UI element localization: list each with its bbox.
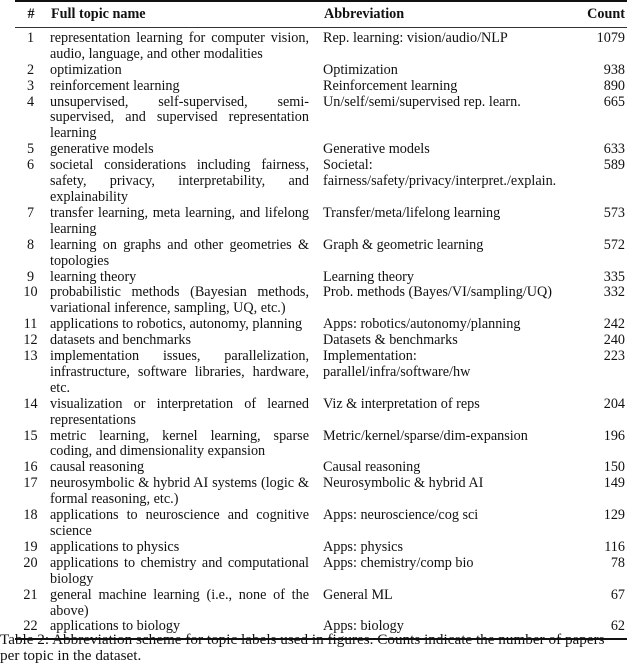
row-abbreviation: Generative models bbox=[323, 141, 430, 158]
row-abbreviation: Metric/kernel/sparse/dim-expansion bbox=[323, 427, 528, 444]
row-number: 14 bbox=[23, 395, 38, 412]
caption-line-1: Table 2: Abbreviation scheme for topic labels used in figures. Counts indicate the number of papers bbox=[0, 631, 605, 648]
row-abbreviation: Optimization bbox=[323, 61, 398, 78]
row-abbreviation: Reinforcement learning bbox=[323, 77, 458, 94]
row-number: 11 bbox=[23, 316, 38, 333]
row-full-name: optimization bbox=[50, 61, 122, 78]
row-full-name: societal considerations including fairness, safety, privacy, interpretability, and explainability bbox=[50, 157, 309, 205]
row-full-name: reinforcement learning bbox=[50, 77, 180, 94]
row-full-name: applications to physics bbox=[50, 538, 180, 555]
row-number: 7 bbox=[26, 204, 35, 221]
row-count: 116 bbox=[604, 538, 625, 555]
row-number: 3 bbox=[26, 77, 35, 94]
row-full-name: transfer learning, meta learning, and lifelong learning bbox=[50, 204, 309, 237]
row-count: 78 bbox=[610, 554, 625, 571]
caption-line-2: per topic in the dataset. bbox=[0, 646, 142, 664]
row-count: 196 bbox=[603, 427, 625, 444]
table-row bbox=[15, 285, 627, 317]
row-count: 938 bbox=[603, 61, 625, 78]
row-full-name: applications to biology bbox=[50, 619, 323, 639]
row-abbreviation: Apps: physics bbox=[323, 538, 404, 555]
row-count: 332 bbox=[603, 284, 625, 301]
row-count: 223 bbox=[603, 348, 625, 365]
row-full-name: learning theory bbox=[50, 268, 137, 285]
row-number: 10 bbox=[23, 284, 38, 301]
table-row bbox=[15, 429, 627, 461]
row-abbreviation: Apps: neuroscience/cog sci bbox=[323, 507, 479, 524]
row-number: 21 bbox=[23, 586, 38, 603]
row-number: 8 bbox=[26, 236, 35, 253]
row-number: 17 bbox=[23, 475, 38, 492]
row-full-name: applications to chemistry and computational biology bbox=[50, 554, 309, 587]
header-full-topic-name: Full topic name bbox=[50, 1, 323, 27]
row-number: 12 bbox=[23, 332, 38, 349]
topic-abbreviation-table bbox=[15, 0, 627, 640]
row-count: 1079 bbox=[596, 29, 625, 46]
row-number: 9 bbox=[26, 268, 35, 285]
row-abbreviation: Datasets & benchmarks bbox=[323, 332, 458, 349]
table-row bbox=[15, 79, 627, 95]
row-abbreviation: General ML bbox=[323, 586, 393, 603]
table-row bbox=[15, 158, 627, 206]
row-abbreviation: Un/self/semi/supervised rep. learn. bbox=[323, 93, 521, 110]
table-row bbox=[15, 270, 627, 286]
row-count: 129 bbox=[603, 507, 625, 524]
row-number: 22 bbox=[15, 619, 50, 639]
row-number: 16 bbox=[23, 459, 38, 476]
row-count: 572 bbox=[603, 236, 625, 253]
row-count: 204 bbox=[603, 395, 625, 412]
row-abbreviation: Apps: chemistry/comp bio bbox=[323, 554, 474, 571]
row-count: 242 bbox=[603, 316, 625, 333]
row-full-name: general machine learning (i.e., none of the above) bbox=[50, 586, 309, 619]
row-count: 67 bbox=[610, 586, 625, 603]
header-count: Count bbox=[572, 1, 627, 27]
row-full-name: unsupervised, self-supervised, semi-supervised, and supervised representation learning bbox=[50, 93, 309, 142]
table-row bbox=[15, 349, 627, 397]
row-full-name: implementation issues, parallelization, infrastructure, software libraries, hardware, etc. bbox=[50, 348, 309, 396]
row-count: 335 bbox=[603, 268, 625, 285]
row-number: 20 bbox=[23, 554, 38, 571]
row-number: 15 bbox=[23, 427, 38, 444]
table-row bbox=[15, 27, 627, 62]
table-row bbox=[15, 142, 627, 158]
table-row bbox=[15, 63, 627, 79]
row-count: 62 bbox=[572, 619, 627, 639]
table-header-row bbox=[15, 1, 627, 27]
table-row bbox=[15, 508, 627, 540]
row-number: 19 bbox=[23, 538, 38, 555]
row-abbreviation: Implementation: parallel/infra/software/hw bbox=[323, 348, 471, 380]
table-row bbox=[15, 556, 627, 588]
table-row bbox=[15, 476, 627, 508]
row-number: 18 bbox=[23, 507, 38, 524]
row-full-name: visualization or interpretation of learned representations bbox=[50, 395, 309, 428]
header-number: # bbox=[15, 1, 50, 27]
row-count: 589 bbox=[603, 157, 625, 174]
row-full-name: neurosymbolic & hybrid AI systems (logic & formal reasoning, etc.) bbox=[50, 475, 309, 508]
row-abbreviation: Rep. learning: vision/audio/NLP bbox=[323, 29, 508, 46]
row-abbreviation: Apps: robotics/autonomy/planning bbox=[323, 316, 521, 333]
row-abbreviation: Viz & interpretation of reps bbox=[323, 395, 480, 412]
table-row bbox=[15, 206, 627, 238]
row-full-name: applications to robotics, autonomy, planning bbox=[50, 316, 303, 333]
row-number: 13 bbox=[23, 348, 38, 365]
row-number: 2 bbox=[26, 61, 35, 78]
table-row bbox=[15, 95, 627, 143]
row-count: 890 bbox=[603, 77, 625, 94]
header-abbreviation: Abbreviation bbox=[323, 1, 572, 27]
topic-abbreviation-table-container bbox=[15, 0, 627, 640]
row-full-name: learning on graphs and other geometries & topologies bbox=[50, 236, 309, 269]
table-row bbox=[15, 333, 627, 349]
row-abbreviation: Graph & geometric learning bbox=[323, 236, 484, 253]
table-row bbox=[15, 460, 627, 476]
row-full-name: probabilistic methods (Bayesian methods, variational inference, sampling, UQ, etc.) bbox=[50, 284, 309, 317]
row-full-name: datasets and benchmarks bbox=[50, 332, 192, 349]
row-abbreviation: Prob. methods (Bayes/VI/sampling/UQ) bbox=[323, 284, 552, 301]
row-full-name: causal reasoning bbox=[50, 459, 145, 476]
row-number: 4 bbox=[26, 93, 35, 110]
table-row bbox=[15, 588, 627, 620]
row-count: 240 bbox=[603, 332, 625, 349]
row-count: 633 bbox=[603, 141, 625, 158]
row-abbreviation: Apps: biology bbox=[323, 619, 572, 639]
row-full-name: metric learning, kernel learning, sparse coding, and dimensionality expansion bbox=[50, 427, 309, 460]
table-caption bbox=[0, 632, 640, 663]
row-count: 573 bbox=[603, 204, 625, 221]
table-row bbox=[15, 317, 627, 333]
row-abbreviation: Transfer/meta/lifelong learning bbox=[323, 204, 501, 221]
row-count: 665 bbox=[603, 93, 625, 110]
row-full-name: applications to neuroscience and cognitive science bbox=[50, 507, 309, 539]
row-count: 149 bbox=[603, 475, 625, 492]
row-abbreviation: Causal reasoning bbox=[323, 459, 421, 476]
row-abbreviation: Societal: fairness/safety/privacy/interpret./explain. bbox=[323, 157, 557, 190]
row-count: 150 bbox=[603, 459, 625, 476]
table-row bbox=[15, 238, 627, 270]
row-number: 1 bbox=[26, 29, 35, 46]
row-full-name: representation learning for computer vision, audio, language, and other modalities bbox=[50, 29, 309, 62]
row-abbreviation: Neurosymbolic & hybrid AI bbox=[323, 475, 484, 492]
row-number: 5 bbox=[26, 141, 35, 158]
row-number: 6 bbox=[26, 157, 35, 174]
row-full-name: generative models bbox=[50, 141, 154, 158]
row-abbreviation: Learning theory bbox=[323, 268, 414, 285]
table-row bbox=[15, 540, 627, 556]
table-row bbox=[15, 397, 627, 429]
